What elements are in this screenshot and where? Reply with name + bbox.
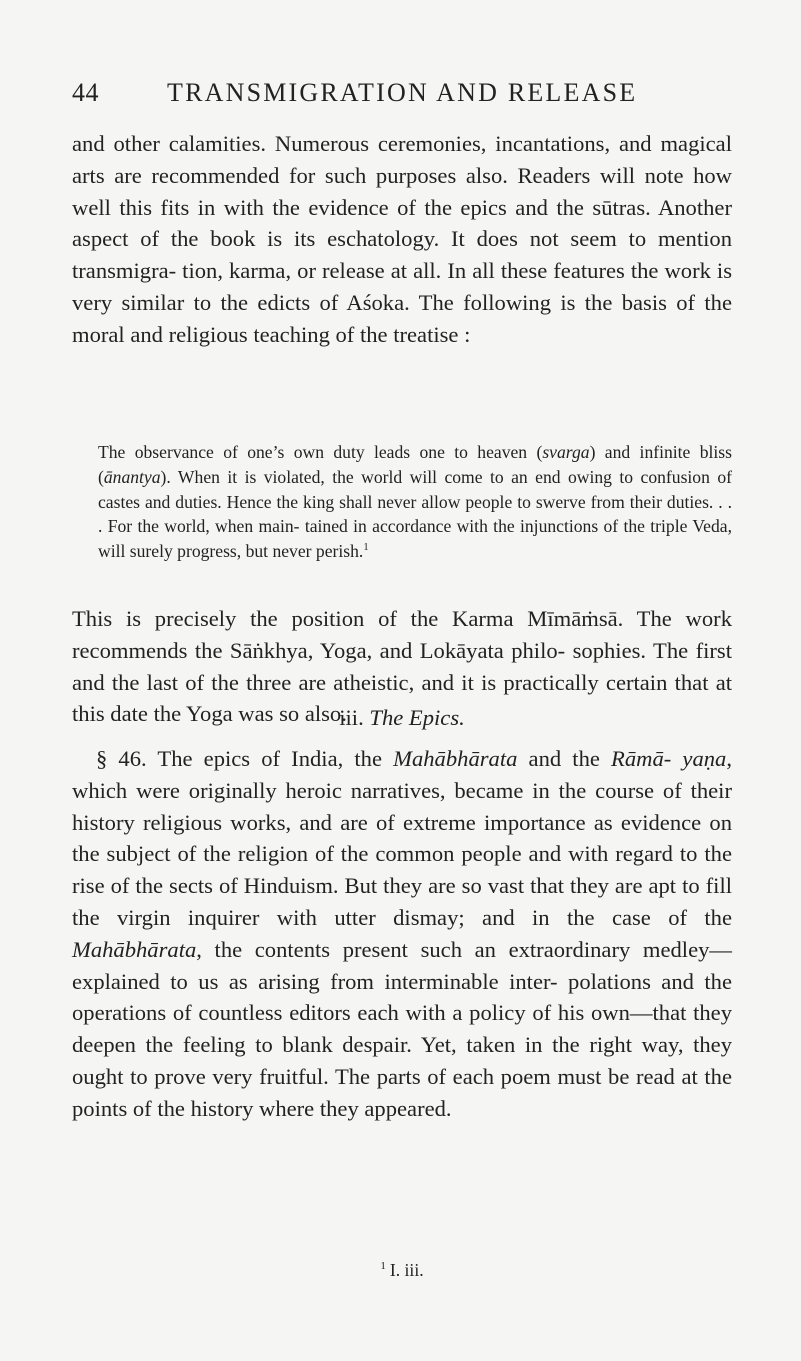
quote-text: ) and infinite bliss (: [98, 442, 732, 487]
running-head: TRANSMIGRATION AND RELEASE: [167, 78, 638, 107]
paragraph-epics: [72, 743, 732, 1125]
paragraph-calamities: and other calamities. Numerous ceremonies, incantations, and magical arts are recommended for such purposes also. Readers will note how well this fits in with the evidence of the epics and the sūtras. Another aspect of the book is its eschatology. It does not seem to mention transmigra- tion, karma, or release at all. In all these features the work is very similar to the edicts of Aśoka. The following is the basis of the moral and religious teaching of the treatise :: [72, 131, 732, 347]
title-mahabharata: Mahābhārata: [72, 936, 197, 962]
page-number: 44: [72, 78, 99, 107]
quote-text: ). When it is violated, the world will come to an end owing to confusion of castes and duties. Hence the king shall never allow people to swerve from their duties. . . . For the world, when main- tained in accordance with the injunctions of the triple Veda, will surely progress, but never perish.: [98, 466, 732, 562]
epics-text: , the contents present such an extraordinary medley—explained to us as arising from interminable inter- polations and the operations of countless editors each with a policy of his own—that they deepen the feeling to blank despair. Yet, taken in the right way, they ought to prove very fruitful. The parts of each poem must be read at the points of the history where they appeared.: [72, 936, 732, 1121]
epics-text: and the: [517, 746, 612, 771]
footnote-mark: 1: [380, 1260, 386, 1273]
epics-text: , which were originally heroic narratives, became in the course of their history religious works, and are of extreme importance as evidence on the subject of the religion of the common people and with regard to the rise of the sects of Hinduism. But they are so vast that they are apt to fill the virgin inquirer with utter dismay; and in the case of the: [72, 746, 732, 930]
footnote-text: I. iii.: [389, 1260, 424, 1280]
section-heading: [72, 705, 732, 731]
footnote-reference: 1: [363, 542, 369, 554]
quote-term-svarga: svarga: [542, 442, 590, 462]
section-title: The Epics.: [369, 705, 465, 730]
quote-term-anantya: ānantya: [103, 466, 161, 487]
title-mahabharata: Mahābhārata: [393, 746, 518, 771]
page-header: [72, 78, 732, 118]
block-quote: [98, 440, 732, 564]
title-ramayana: Rāmā- yaṇa: [611, 746, 727, 771]
epics-text: § 46. The epics of India, the: [96, 746, 394, 771]
section-number: iii.: [339, 705, 364, 730]
paragraph-karma-mimamsa: This is precisely the position of the Karma Mīmāṁsā. The work recommends the Sāṅkhya, Yoga, and Lokāyata philo- sophies. The first and the last of the three are atheistic, and it is practically certain that at this date the Yoga was so also.: [72, 606, 732, 727]
quote-text: The observance of one’s own duty leads one to heaven (: [98, 442, 543, 462]
footnote: [72, 1260, 732, 1281]
